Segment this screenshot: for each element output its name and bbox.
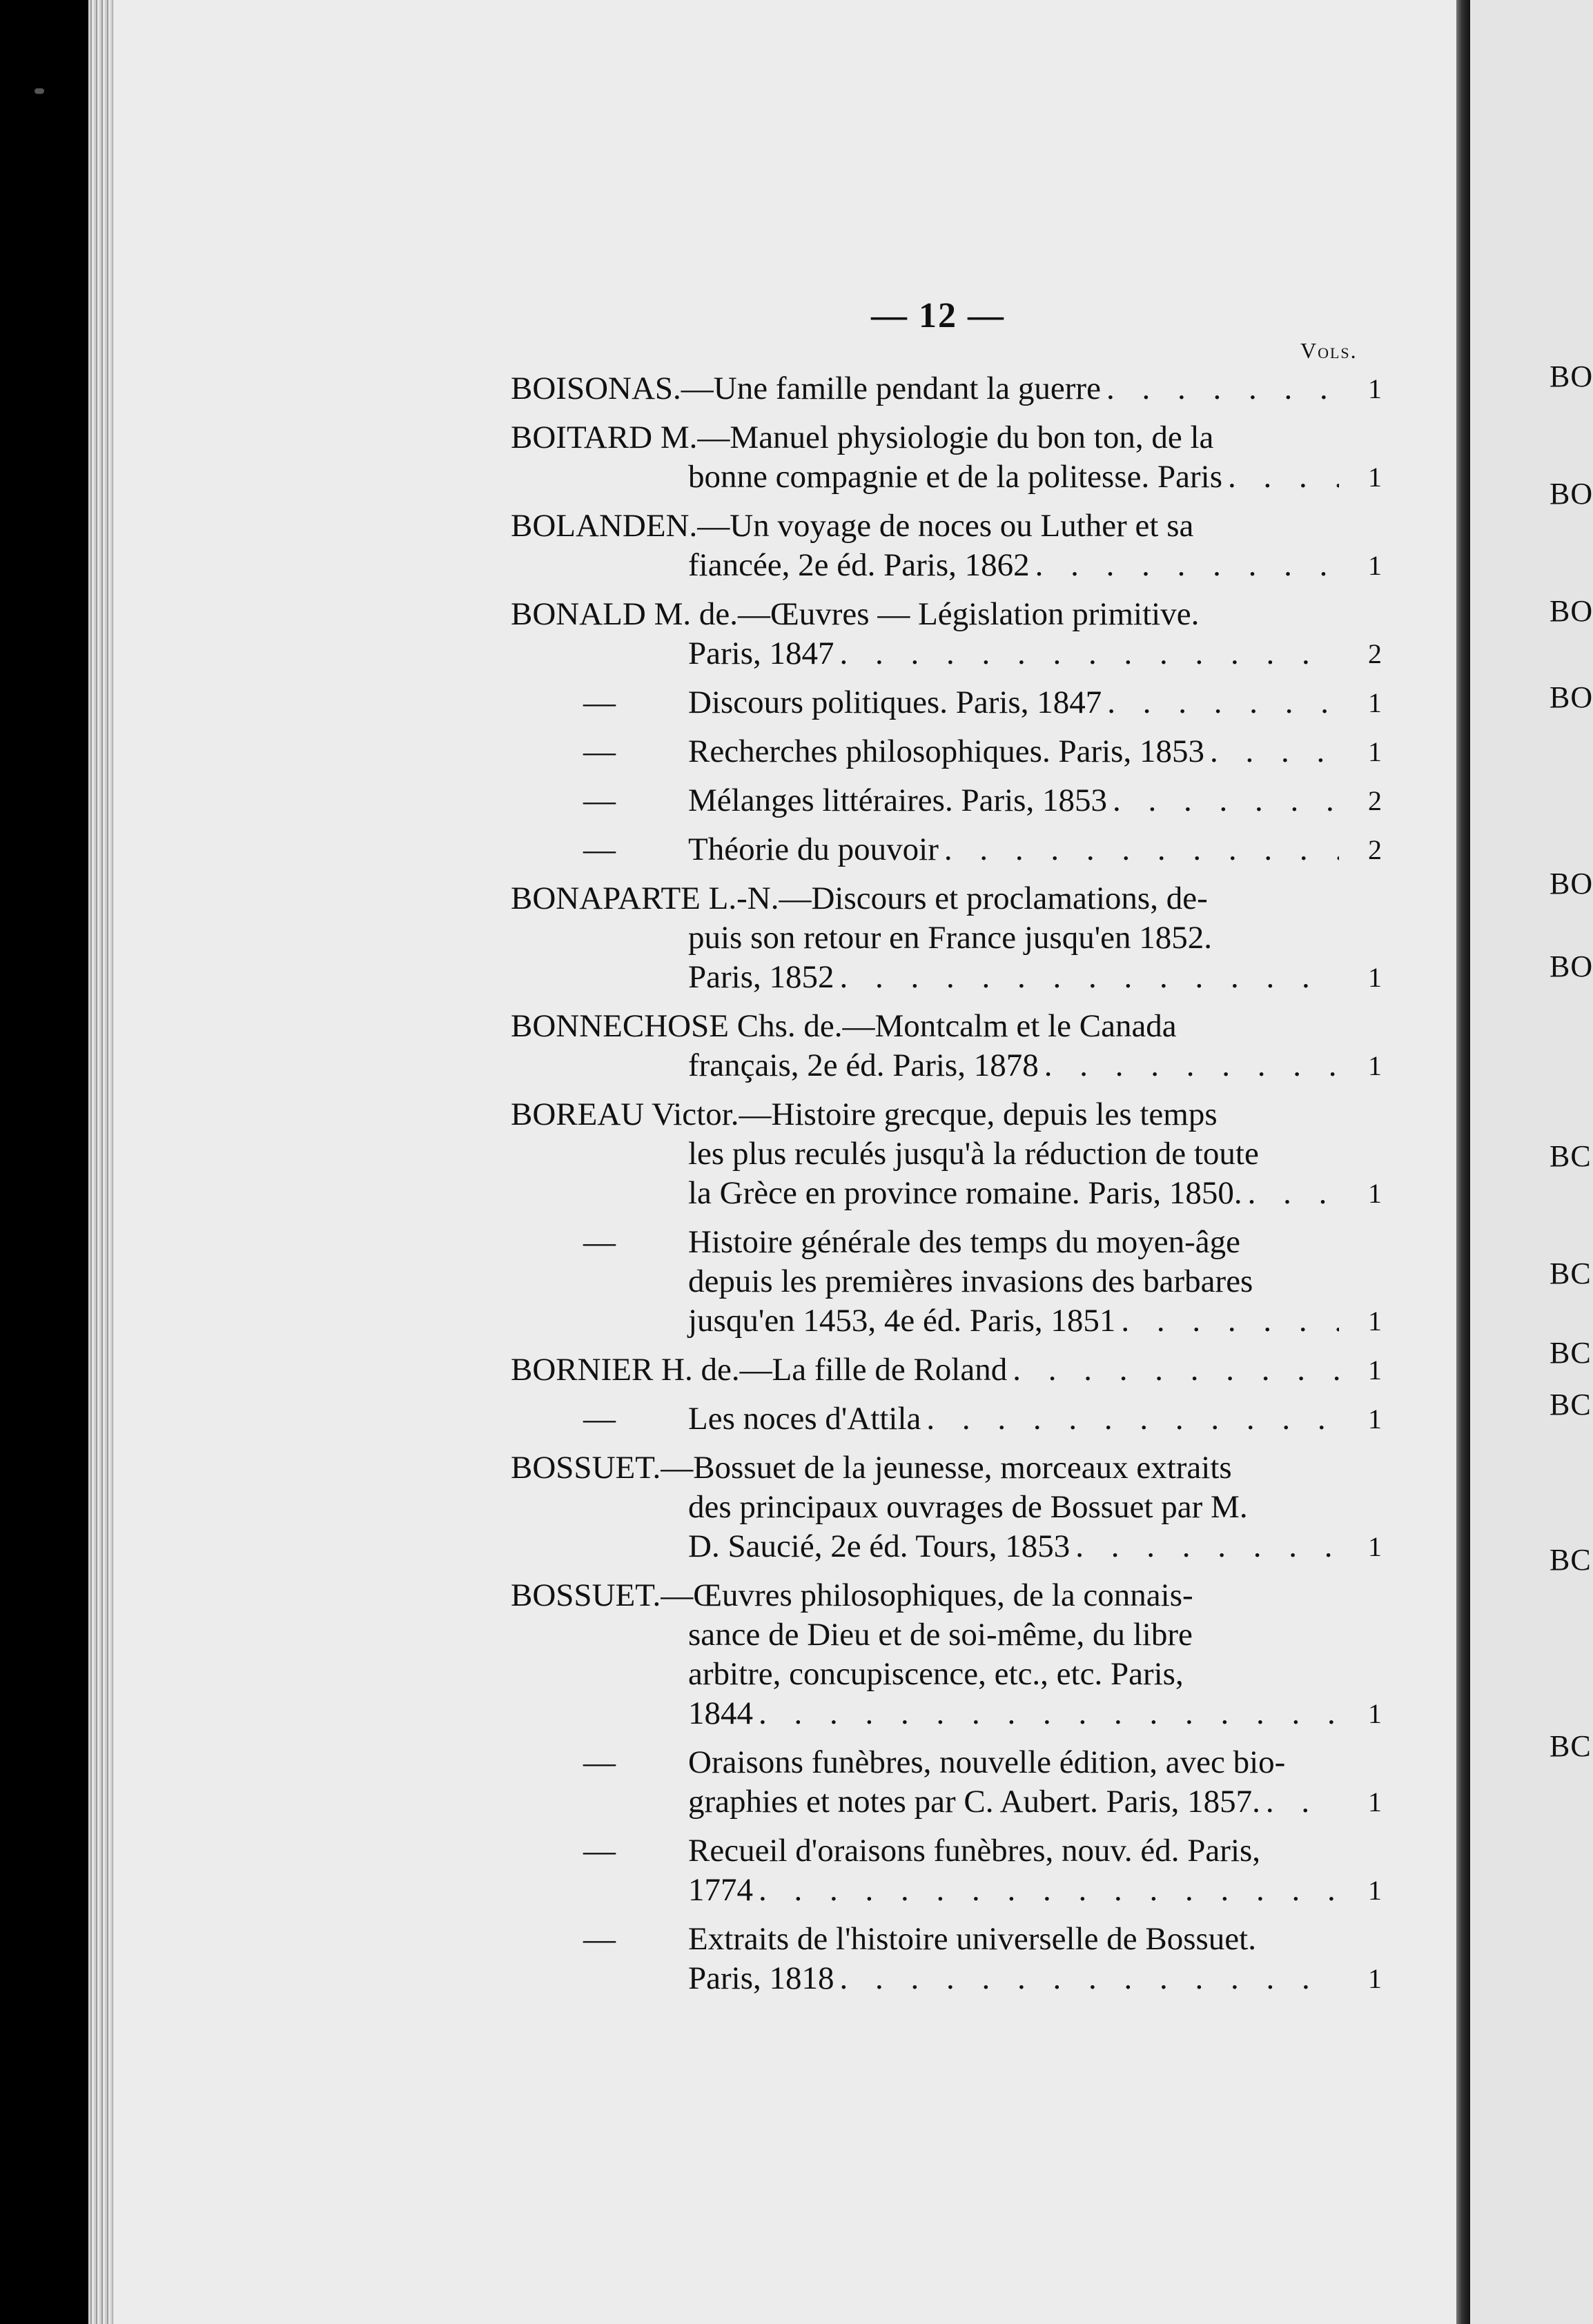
leader-dots xyxy=(1228,457,1339,497)
volume-count: 1 xyxy=(1368,962,1382,993)
volume-count: 1 xyxy=(1368,1786,1382,1818)
catalog-entry xyxy=(511,1350,1382,1390)
catalog-subentry xyxy=(511,1743,1382,1822)
catalog-entry xyxy=(511,1448,1382,1566)
volume-count: 1 xyxy=(1368,1698,1382,1729)
entry-line xyxy=(511,1871,1382,1910)
entry-line xyxy=(511,418,1382,457)
entry-line xyxy=(511,683,1382,722)
leader-dots xyxy=(1210,732,1339,771)
volume-count: 1 xyxy=(1368,1963,1382,1994)
ditto-dash: — xyxy=(583,782,616,818)
entry-text: arbitre, concupiscence, etc., etc. Paris, xyxy=(688,1656,1184,1692)
entry-text: Paris, 1852 xyxy=(688,959,834,995)
catalog-subentry xyxy=(511,830,1382,869)
entry-line xyxy=(511,1488,1382,1527)
entry-line xyxy=(511,732,1382,771)
entry-text: Recueil d'oraisons funèbres, nouv. éd. Paris, xyxy=(688,1833,1261,1869)
entry-line xyxy=(511,879,1382,918)
entry-line xyxy=(511,457,1382,497)
entry-line xyxy=(511,1134,1382,1174)
volume-count: 1 xyxy=(1368,1531,1382,1562)
catalog-subentry xyxy=(511,732,1382,771)
catalog-subentry xyxy=(511,1399,1382,1439)
leader-dots xyxy=(759,1694,1339,1733)
entry-line xyxy=(511,1448,1382,1488)
ditto-dash: — xyxy=(583,1833,616,1869)
entry-text: BOLANDEN.—Un voyage de noces ou Luther et sa xyxy=(511,508,1194,544)
volume-count: 1 xyxy=(1368,1404,1382,1435)
entry-text: BOREAU Victor.—Histoire grecque, depuis les temps xyxy=(511,1096,1218,1132)
facing-page-fragment: BC xyxy=(1550,1139,1592,1173)
entry-line xyxy=(511,634,1382,673)
book-gutter xyxy=(1456,0,1470,2324)
entry-line xyxy=(511,1694,1382,1733)
volume-count: 1 xyxy=(1368,1178,1382,1209)
entry-text: les plus reculés jusqu'à la réduction de toute xyxy=(688,1136,1259,1172)
catalog-subentry xyxy=(511,683,1382,722)
leader-dots xyxy=(926,1399,1339,1439)
entry-text: Oraisons funèbres, nouvelle édition, avec bio- xyxy=(688,1744,1286,1780)
entry-text: sance de Dieu et de soi-même, du libre xyxy=(688,1617,1193,1653)
entry-line xyxy=(511,1655,1382,1694)
catalog-entry xyxy=(511,1007,1382,1085)
entry-line xyxy=(511,1095,1382,1134)
entry-text: Les noces d'Attila xyxy=(688,1401,921,1437)
entry-text: BORNIER H. de.—La fille de Roland xyxy=(511,1352,1008,1388)
volume-count: 1 xyxy=(1368,1306,1382,1337)
entry-text: Théorie du pouvoir xyxy=(688,831,939,867)
facing-page-fragment: BC xyxy=(1550,1257,1592,1290)
leader-dots xyxy=(840,958,1340,997)
volumes-column-header: Vols. xyxy=(1300,338,1358,363)
catalog-entry xyxy=(511,506,1382,585)
entry-line xyxy=(511,546,1382,585)
volume-count: 2 xyxy=(1368,638,1382,669)
leader-dots xyxy=(1106,369,1339,408)
entry-text: Histoire générale des temps du moyen-âge xyxy=(688,1224,1241,1260)
volume-count: 2 xyxy=(1368,785,1382,816)
ditto-dash: — xyxy=(583,831,616,867)
catalog-subentry xyxy=(511,1920,1382,1998)
facing-page-fragment: BO xyxy=(1550,949,1593,983)
entry-text: puis son retour en France jusqu'en 1852. xyxy=(688,920,1213,956)
entry-line xyxy=(511,781,1382,820)
entry-line xyxy=(511,1223,1382,1262)
entry-line xyxy=(511,1743,1382,1782)
entry-text: Discours politiques. Paris, 1847 xyxy=(688,685,1102,720)
entry-line xyxy=(511,1782,1382,1822)
volume-count: 1 xyxy=(1368,550,1382,581)
entry-text: Extraits de l'histoire universelle de Bossuet. xyxy=(688,1921,1256,1957)
entry-text: 1774 xyxy=(688,1872,753,1908)
facing-page-fragment: BC xyxy=(1550,1388,1592,1421)
entry-line xyxy=(511,1007,1382,1046)
entry-text: graphies et notes par C. Aubert. Paris, 1857. xyxy=(688,1784,1260,1820)
entry-line xyxy=(511,1576,1382,1615)
entry-text: BOSSUET.—Œuvres philosophiques, de la connais- xyxy=(511,1577,1193,1613)
entry-line xyxy=(511,1046,1382,1085)
facing-page-fragment: BC xyxy=(1550,1729,1592,1763)
entry-text: 1844 xyxy=(688,1695,753,1731)
volume-count: 1 xyxy=(1368,373,1382,404)
entry-text: BOSSUET.—Bossuet de la jeunesse, morceaux extraits xyxy=(511,1450,1232,1486)
facing-page-fragment: BO xyxy=(1550,360,1593,393)
entry-line xyxy=(511,1262,1382,1301)
facing-page-fragment: BO xyxy=(1550,680,1593,714)
leader-dots xyxy=(1266,1782,1339,1822)
ditto-dash: — xyxy=(583,1401,616,1437)
scan-dust-mark xyxy=(35,88,44,94)
volume-count: 1 xyxy=(1368,462,1382,493)
facing-page-fragment: BC xyxy=(1550,1336,1592,1370)
entry-line xyxy=(511,1920,1382,1959)
entry-line xyxy=(511,1527,1382,1566)
leader-dots xyxy=(759,1871,1339,1910)
catalog-entry xyxy=(511,369,1382,408)
entry-line xyxy=(511,1831,1382,1871)
entry-text: BONAPARTE L.-N.—Discours et proclamations, de- xyxy=(511,880,1208,916)
catalog-entry xyxy=(511,418,1382,497)
ditto-dash: — xyxy=(583,1921,616,1957)
entry-text: Recherches philosophiques. Paris, 1853 xyxy=(688,733,1204,769)
leader-dots xyxy=(1107,683,1339,722)
entry-line xyxy=(511,1615,1382,1655)
entry-text: jusqu'en 1453, 4e éd. Paris, 1851 xyxy=(688,1303,1116,1339)
volume-count: 1 xyxy=(1368,1875,1382,1906)
volume-count: 1 xyxy=(1368,1050,1382,1081)
catalog-entry xyxy=(511,595,1382,673)
entry-line xyxy=(511,918,1382,958)
entry-text: BOISONAS.—Une famille pendant la guerre xyxy=(511,371,1101,406)
entry-line xyxy=(511,958,1382,997)
entry-text: depuis les premières invasions des barbares xyxy=(688,1263,1253,1299)
page-edge-stack xyxy=(88,0,113,2324)
entry-line xyxy=(511,1174,1382,1213)
entry-text: BOITARD M.—Manuel physiologie du bon ton, de la xyxy=(511,420,1214,455)
leader-dots xyxy=(1248,1174,1339,1213)
entry-line xyxy=(511,369,1382,408)
facing-page-fragment: BO xyxy=(1550,867,1593,900)
entry-line xyxy=(511,1959,1382,1998)
ditto-dash: — xyxy=(583,1744,616,1780)
facing-page xyxy=(1470,0,1593,2324)
scan-border-left xyxy=(0,0,88,2324)
volume-count: 1 xyxy=(1368,687,1382,718)
leader-dots xyxy=(840,1959,1340,1998)
facing-page-fragment: BO xyxy=(1550,594,1593,628)
leader-dots xyxy=(1113,781,1339,820)
catalog-subentry xyxy=(511,1223,1382,1341)
entry-text: BONALD M. de.—Œuvres — Législation primitive. xyxy=(511,596,1200,632)
catalog-subentry xyxy=(511,1831,1382,1910)
ditto-dash: — xyxy=(583,1224,616,1260)
leader-dots xyxy=(944,830,1339,869)
entry-line xyxy=(511,1350,1382,1390)
facing-page-fragment: BO xyxy=(1550,477,1593,511)
entry-text: bonne compagnie et de la politesse. Paris xyxy=(688,459,1222,495)
catalog-entry xyxy=(511,1095,1382,1213)
catalog-entry xyxy=(511,1576,1382,1733)
facing-page-fragment: BC xyxy=(1550,1543,1592,1577)
entry-text: fiancée, 2e éd. Paris, 1862 xyxy=(688,547,1030,583)
entry-line xyxy=(511,1399,1382,1439)
entry-text: Mélanges littéraires. Paris, 1853 xyxy=(688,782,1107,818)
leader-dots xyxy=(840,634,1340,673)
entry-line xyxy=(511,595,1382,634)
entry-text: Paris, 1847 xyxy=(688,636,834,671)
entry-text: D. Saucié, 2e éd. Tours, 1853 xyxy=(688,1528,1071,1564)
entry-line xyxy=(511,506,1382,546)
entry-line xyxy=(511,830,1382,869)
ditto-dash: — xyxy=(583,733,616,769)
entry-text: Paris, 1818 xyxy=(688,1960,834,1996)
leader-dots xyxy=(1035,546,1339,585)
catalog-entry xyxy=(511,879,1382,997)
entry-text: français, 2e éd. Paris, 1878 xyxy=(688,1047,1039,1083)
ditto-dash: — xyxy=(583,685,616,720)
volume-count: 1 xyxy=(1368,736,1382,767)
volume-count: 1 xyxy=(1368,1355,1382,1386)
entry-text: la Grèce en province romaine. Paris, 1850. xyxy=(688,1175,1242,1211)
leader-dots xyxy=(1075,1527,1339,1566)
page-number: — 12 — xyxy=(871,296,1005,335)
entry-text: des principaux ouvrages de Bossuet par M. xyxy=(688,1489,1248,1525)
catalog-subentry xyxy=(511,781,1382,820)
catalog-entries xyxy=(511,369,1382,2008)
entry-line xyxy=(511,1301,1382,1341)
leader-dots xyxy=(1044,1046,1339,1085)
leader-dots xyxy=(1013,1350,1339,1390)
volume-count: 2 xyxy=(1368,834,1382,865)
leader-dots xyxy=(1121,1301,1339,1341)
entry-text: BONNECHOSE Chs. de.—Montcalm et le Canada xyxy=(511,1008,1177,1044)
